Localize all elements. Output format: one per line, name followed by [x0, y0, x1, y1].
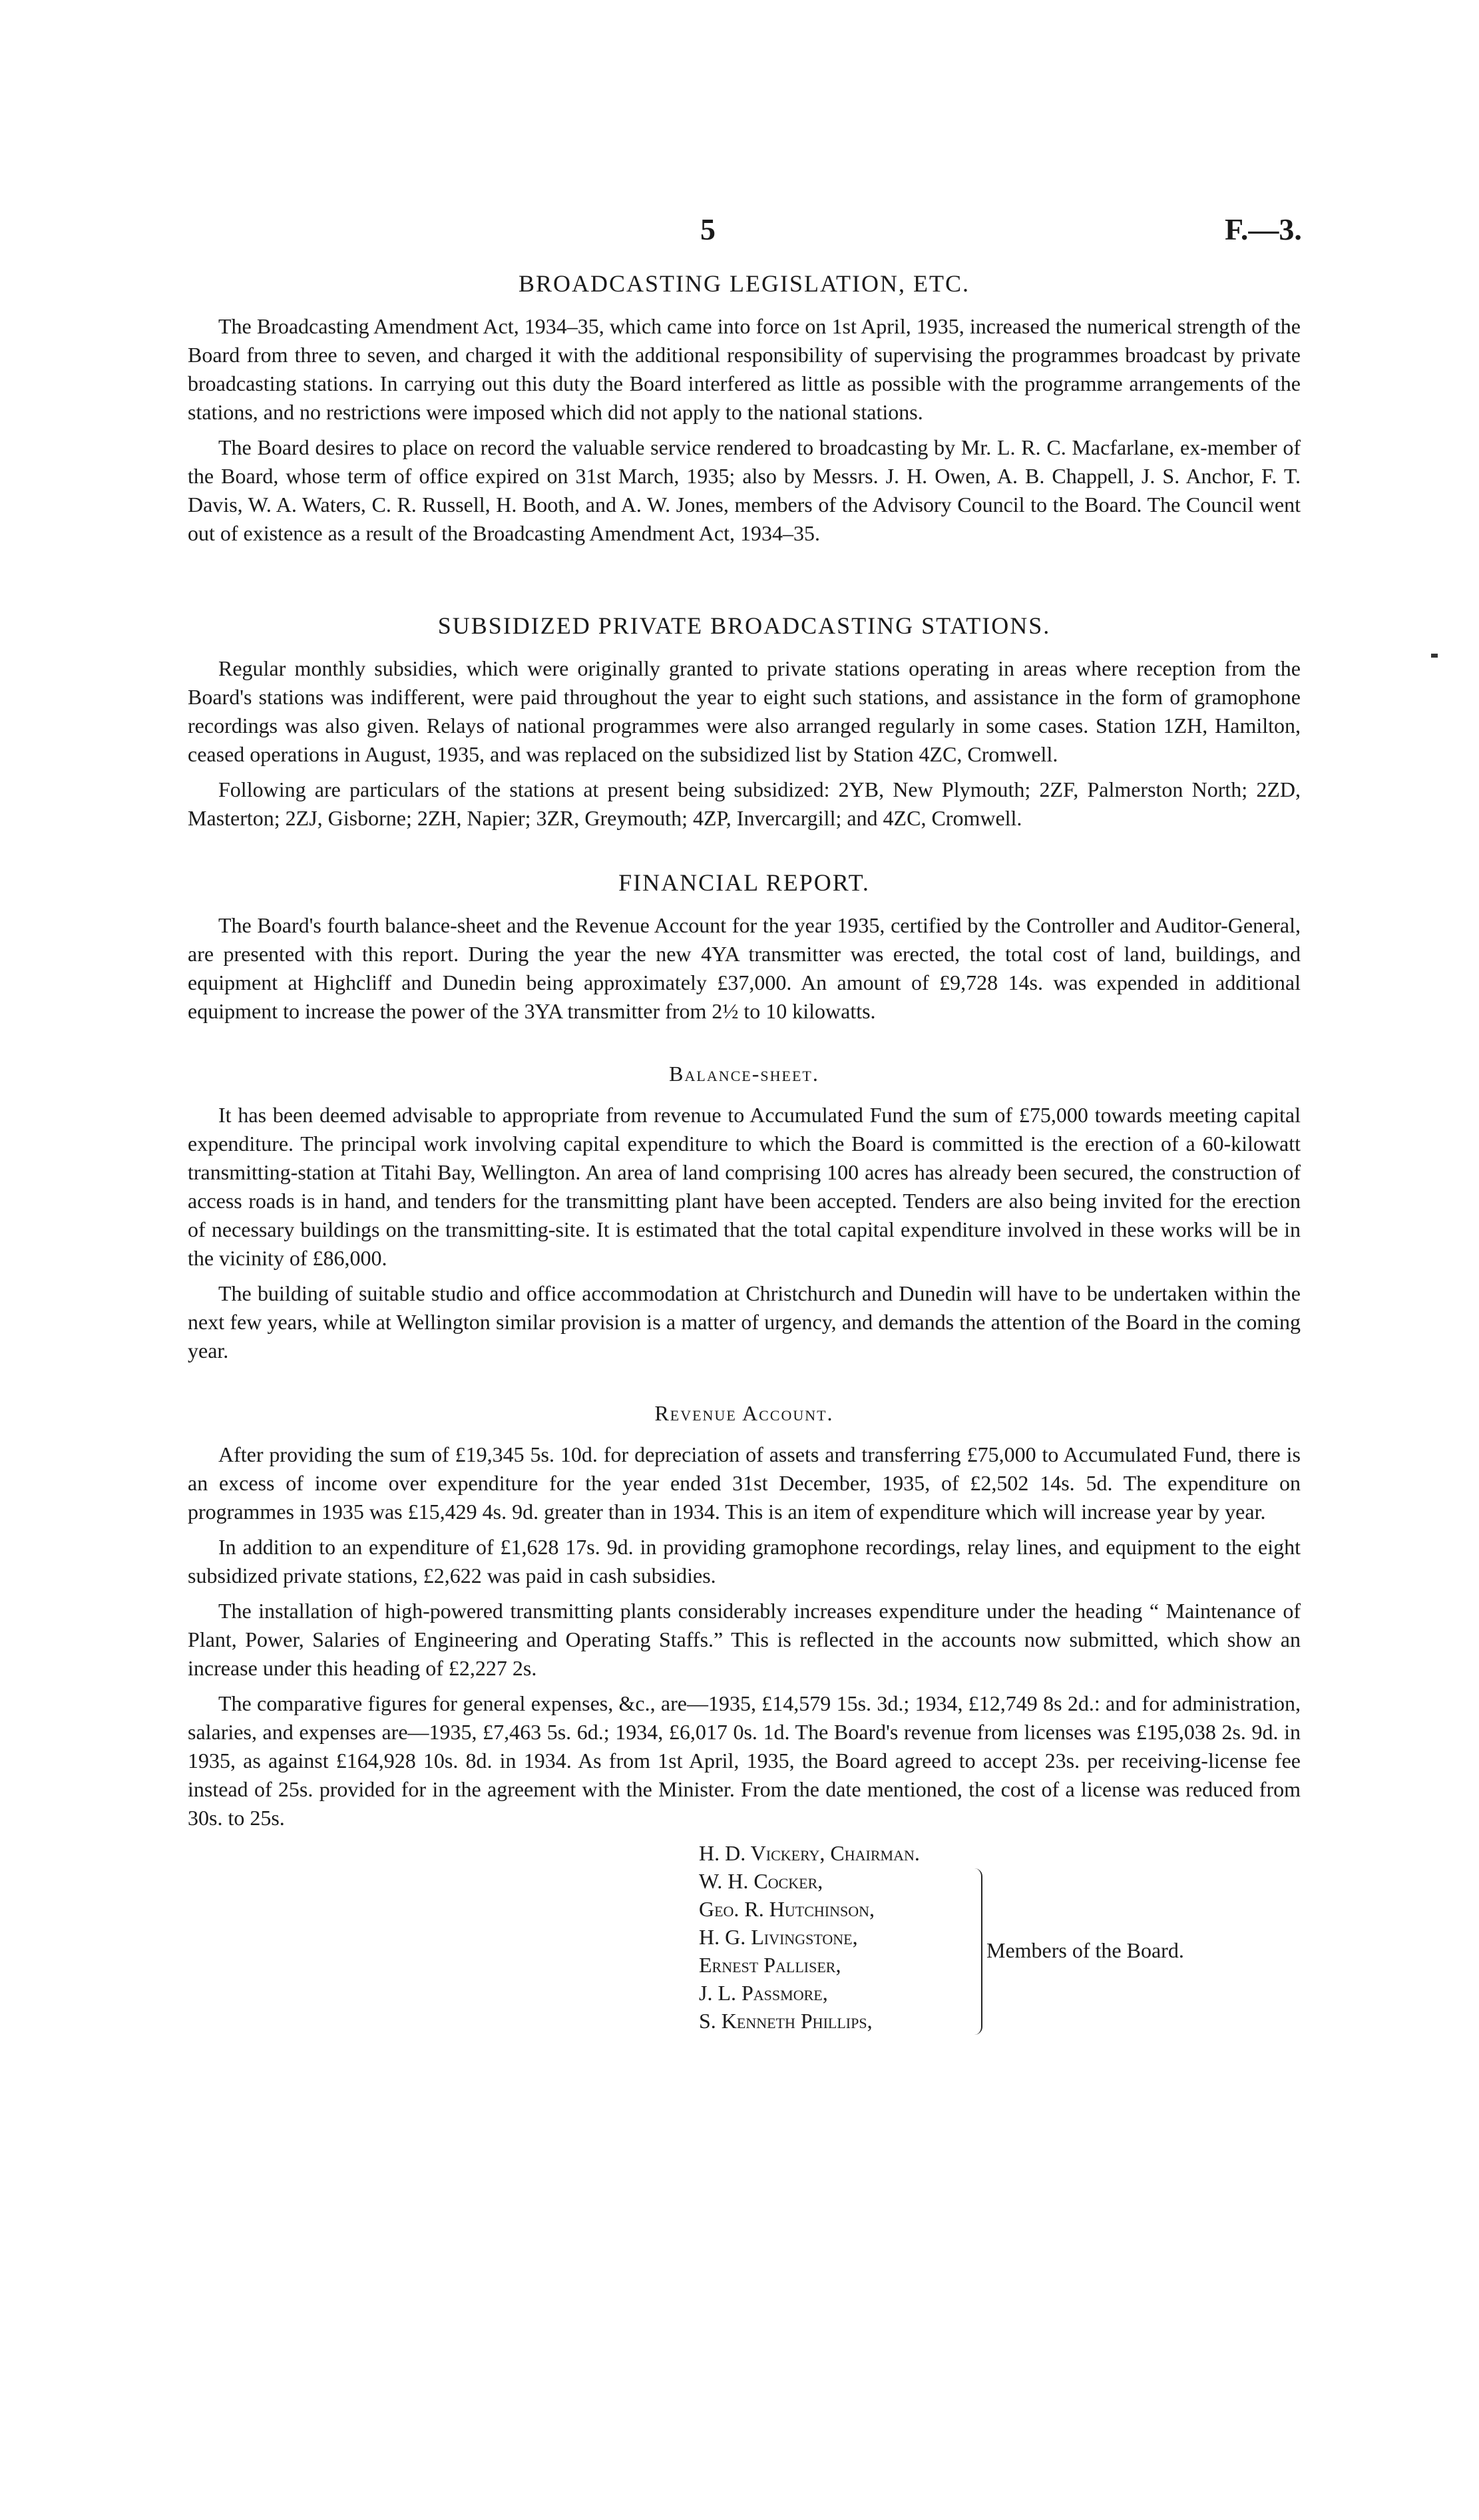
page-number: 5 [700, 212, 716, 246]
section-title-financial: FINANCIAL REPORT. [618, 869, 870, 896]
paragraph: It has been deemed advisable to appropriate from revenue to Accumulated Fund the sum of £75,000 towards meeting capital expenditure. The principal work involving capital expenditure to which the Board is committed is the erection of a 60-kilowatt transmitting-station at Titahi Bay, Wellington. An area of land comprising 100 acres has already been secured, the construction of access roads is in hand, and tenders for the transmitting plant have been accepted. Tenders are also being invited for the erection of necessary buildings on the transmitting-site. It is estimated that the total capital expenditure involved in these works will be in the vicinity of £86,000. [188, 1103, 1301, 1270]
subsection-title-revenue-account: Revenue Account. [654, 1401, 834, 1425]
signature-member: H. G. Livingstone, [699, 1925, 858, 1949]
section-financial [188, 869, 1301, 1026]
members-label: Members of the Board. [986, 1938, 1184, 1962]
signature-member: J. L. Passmore, [699, 1981, 828, 2005]
paragraph: Regular monthly subsidies, which were originally granted to private stations operating in areas where reception from the Board's stations was indifferent, were paid throughout the year to eight such stations, and assistance in the form of gramophone recordings was also given. Relays of national programmes were also arranged regularly in some cases. Station 1ZH, Hamilton, ceased operations in August, 1935, and was replaced on the subsidized list by Station 4ZC, Cromwell. [188, 656, 1301, 766]
subsection-title-balance-sheet: Balance-sheet. [669, 1062, 819, 1086]
signature-chairman: H. D. Vickery, Chairman. [699, 1841, 920, 1865]
section-balance-sheet [188, 1062, 1301, 1365]
paragraph: The comparative figures for general expenses, &c., are—1935, £14,579 15s. 3d.; 1934, £12,749 8s 2d.: and for administration, salaries, and expenses are—1935, £7,463 5s. 6d.; 1934, £6,017 0s. 1d. The Board's revenue from licenses was £195,038 2s. 9d. in 1935, as against £164,928 10s. 8d. in 1934. As from 1st April, 1935, the Board agreed to accept 23s. per receiving-license fee instead of 25s. provided for in the agreement with the Minister. From the date mentioned, the cost of a license was reduced from 30s. to 25s. [188, 1691, 1301, 1830]
section-revenue-account [188, 1401, 1301, 1832]
section-legislation [188, 270, 1301, 548]
section-title-subsidized: SUBSIDIZED PRIVATE BROADCASTING STATIONS. [437, 612, 1051, 639]
signature-member: Geo. R. Hutchinson, [699, 1897, 875, 1921]
paragraph: The Broadcasting Amendment Act, 1934–35, which came into force on 1st April, 1935, increased the numerical strength of the Board from three to seven, and charged it with the additional responsibility of supervising the programmes broadcast by private broadcasting stations. In carrying out this duty the Board interfered as little as possible with the programme arrangements of the stations, and no restrictions were imposed which did not apply to the national stations. [188, 314, 1301, 424]
brace-bracket [972, 1868, 982, 2035]
paragraph: After providing the sum of £19,345 5s. 10d. for depreciation of assets and transferring £75,000 to Accumulated Fund, there is an excess of income over expenditure for the year ended 31st December, 1935, of £2,502 14s. 5d. The expenditure on programmes in 1935 was £15,429 4s. 9d. greater than in 1934. This is an item of expenditure which will increase year by year. [188, 1442, 1301, 1524]
signature-member: Ernest Palliser, [699, 1953, 841, 1977]
paragraph: The installation of high-powered transmitting plants considerably increases expenditure under the heading “ Maintenance of Plant, Power, Salaries of Engineering and Operating Staffs.” This is reflected in the accounts now submitted, which show an increase under this heading of £2,227 2s. [188, 1599, 1301, 1680]
paragraph: Following are particulars of the stations at present being subsidized: 2YB, New Plymouth; 2ZF, Palmerston North; 2ZD, Masterton; 2ZJ, Gisborne; 2ZH, Napier; 3ZR, Greymouth; 4ZP, Invercargill; and 4ZC, Cromwell. [188, 777, 1301, 830]
margin-mark [1431, 654, 1438, 658]
signature-member: S. Kenneth Phillips, [699, 2009, 873, 2033]
signature-block [699, 1839, 1301, 2035]
paragraph: The building of suitable studio and office accommodation at Christchurch and Dunedin will have to be undertaken within the next few years, while at Wellington similar provision is a matter of urgency, and demands the attention of the Board in the coming year. [188, 1281, 1301, 1363]
paragraph: The Board desires to place on record the valuable service rendered to broadcasting by Mr. L. R. C. Macfarlane, ex-member of the Board, whose term of office expired on 31st March, 1935; also by Messrs. J. H. Owen, A. B. Chappell, J. S. Anchor, F. T. Davis, W. A. Waters, C. R. Russell, H. Booth, and A. W. Jones, members of the Advisory Council to the Board. The Council went out of existence as a result of the Broadcasting Amendment Act, 1934–35. [188, 435, 1301, 545]
section-title-legislation: BROADCASTING LEGISLATION, ETC. [519, 270, 970, 297]
paragraph: In addition to an expenditure of £1,628 17s. 9d. in providing gramophone recordings, relay lines, and equipment to the eight subsidized private stations, £2,622 was paid in cash subsidies. [188, 1535, 1301, 1587]
paragraph: The Board's fourth balance-sheet and the Revenue Account for the year 1935, certified by the Controller and Auditor-General, are presented with this report. During the year the new 4YA transmitter was erected, the total cost of land, buildings, and equipment at Highcliff and Dunedin being approximately £37,000. An amount of £9,728 14s. was expended in additional equipment to increase the power of the 3YA transmitter from 2½ to 10 kilowatts. [188, 913, 1301, 1023]
page-content [188, 270, 1301, 2035]
page-reference: F.—3. [1225, 212, 1302, 246]
signature-member: W. H. Cocker, [699, 1869, 823, 1893]
section-subsidized [188, 612, 1301, 833]
